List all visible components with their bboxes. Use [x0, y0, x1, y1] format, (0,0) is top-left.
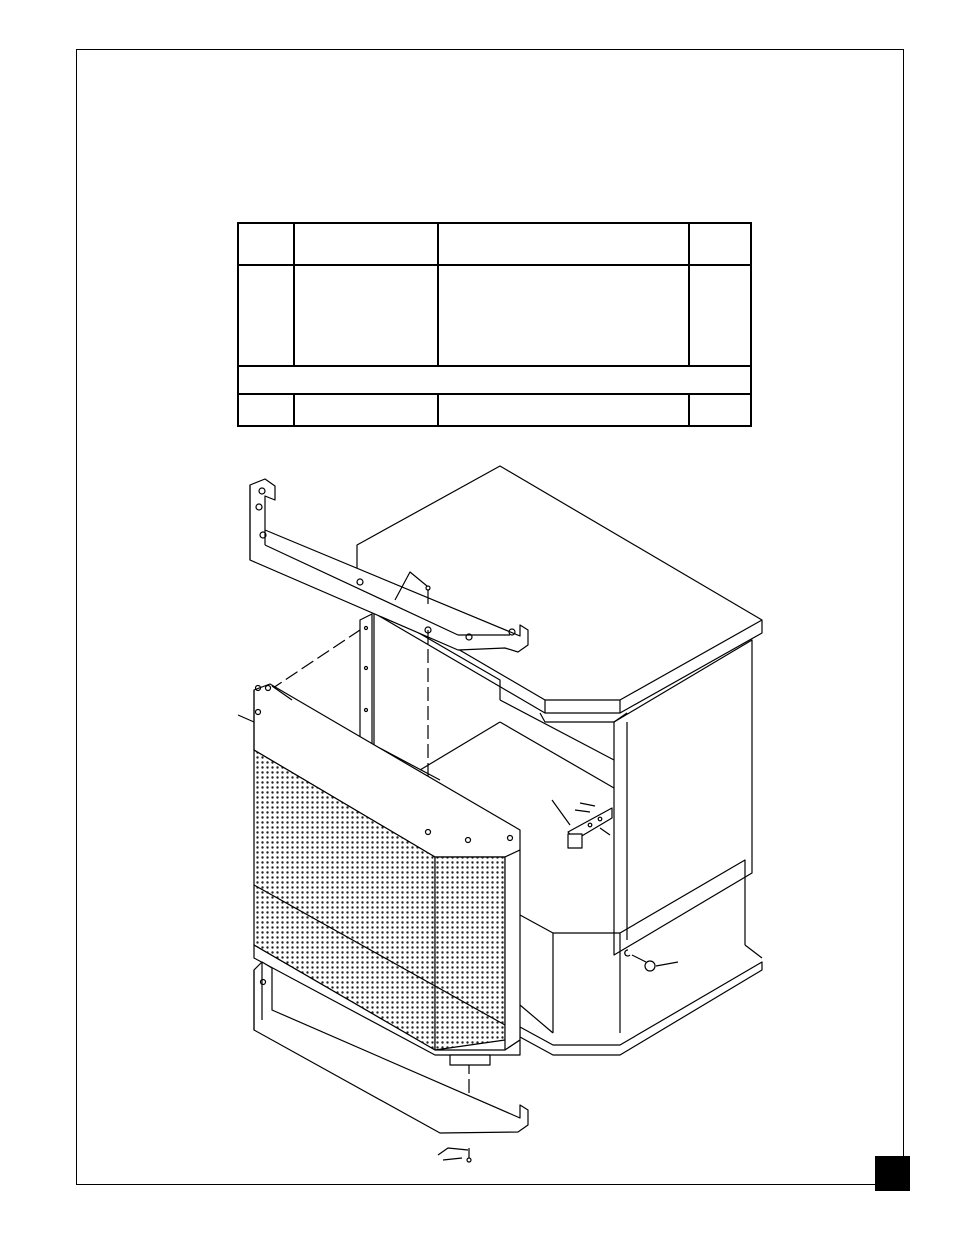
front-screen-panel: [238, 684, 520, 1055]
page-number-tab: [875, 1156, 910, 1191]
rear-mounting-rail: [360, 614, 372, 750]
bottom-screw: [438, 1148, 471, 1162]
side-bracket: [552, 800, 612, 848]
control-knob: [625, 950, 678, 971]
